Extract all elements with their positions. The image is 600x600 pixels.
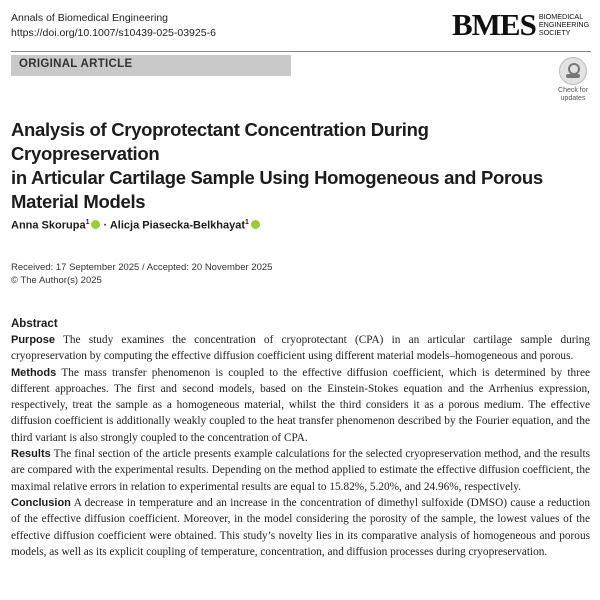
author-separator: · <box>100 219 110 232</box>
copyright: © The Author(s) 2025 <box>11 275 102 286</box>
doi-link[interactable]: https://doi.org/10.1007/s10439-025-03925-6 <box>11 27 216 39</box>
article-type-bar <box>11 55 291 76</box>
title-line: Material Models <box>11 191 146 212</box>
check-updates-line: Check for <box>558 87 588 94</box>
section-text: The study examines the concentration of cryoprotectant (CPA) in an articular cartilage sample during cryopreservation by computing the effective diffusion coefficient using different material models–homogeneous and porous. <box>11 334 590 363</box>
header-divider <box>11 51 591 52</box>
journal-info <box>11 11 216 41</box>
logo-sub-line: BIOMEDICAL <box>538 12 584 21</box>
affiliation-sup: 1 <box>85 219 90 226</box>
check-for-updates-button[interactable] <box>556 57 590 101</box>
abstract-methods <box>11 365 590 446</box>
article-title <box>11 118 571 214</box>
logo-text: BMES <box>452 7 536 42</box>
orcid-icon[interactable] <box>251 220 260 229</box>
author-name[interactable]: Alicja Piasecka-Belkhayat <box>109 219 245 232</box>
section-text: A decrease in temperature and an increase in the concentration of dimethyl sulfoxide (DMSO) cause a reduction of the effective diffusion coefficient. Moreover, in the model considering the porosity of the sample, the lowest values of the effective diffusion coefficient were obtained. This study’s novelty lies in its comparative analysis of homogeneous and porous models, as well as its explicit coupling of temperature, concentration, and diffusion processes during cryopreservation. <box>11 496 590 558</box>
section-label: Results <box>11 448 51 461</box>
journal-name: Annals of Biomedical Engineering <box>11 12 169 24</box>
section-text: The final section of the article presents example calculations for the selected cryopreservation method, and the results are compared with the experimental results. Depending on the method applied to estimate the effective diffusion coefficient, the maximal relative errors in relation to experimental results are equal to 15.82%, 5.20%, and 24.96%, respectively. <box>11 448 590 493</box>
section-label: Methods <box>11 366 57 379</box>
publication-dates <box>11 261 272 287</box>
abstract-heading: Abstract <box>11 318 58 330</box>
abstract-purpose <box>11 332 590 365</box>
title-line: in Articular Cartilage Sample Using Homogeneous and Porous <box>11 167 543 188</box>
author-name[interactable]: Anna Skorupa <box>11 219 86 232</box>
section-label: Conclusion <box>11 496 71 509</box>
abstract-conclusion <box>11 495 590 560</box>
logo-subtitle <box>539 13 589 37</box>
title-line: Analysis of Cryoprotectant Concentration During Cryopreservation <box>11 119 429 164</box>
article-type-label: ORIGINAL ARTICLE <box>19 58 133 70</box>
abstract-results <box>11 446 590 495</box>
check-updates-icon <box>559 57 587 85</box>
received-accepted: Received: 17 September 2025 / Accepted: 20 November 2025 <box>11 262 273 273</box>
logo-sub-line: SOCIETY <box>538 28 571 37</box>
check-updates-text <box>556 87 590 103</box>
check-updates-line: updates <box>560 95 586 102</box>
logo-sub-line: ENGINEERING <box>538 20 590 29</box>
section-label: Purpose <box>11 334 56 346</box>
author-list <box>11 219 260 232</box>
abstract-body <box>11 332 590 560</box>
section-text: The mass transfer phenomenon is coupled to the effective diffusion coefficient, which is determined by three different approaches. The first and second models, based on the Einstein-Stokes equation and the Arrhenius expression, respectively, treat the sample as a homogeneous material, whilst the third considers it as a porous medium. The effective diffusion coefficient is additionally weakly coupled to the heat transfer phenomenon described by the Fourier equation, and the third variant is also strongly coupled to the concentration of CPA. <box>11 366 590 444</box>
affiliation-sup: 1 <box>245 219 249 226</box>
bmes-logo[interactable] <box>452 8 589 42</box>
